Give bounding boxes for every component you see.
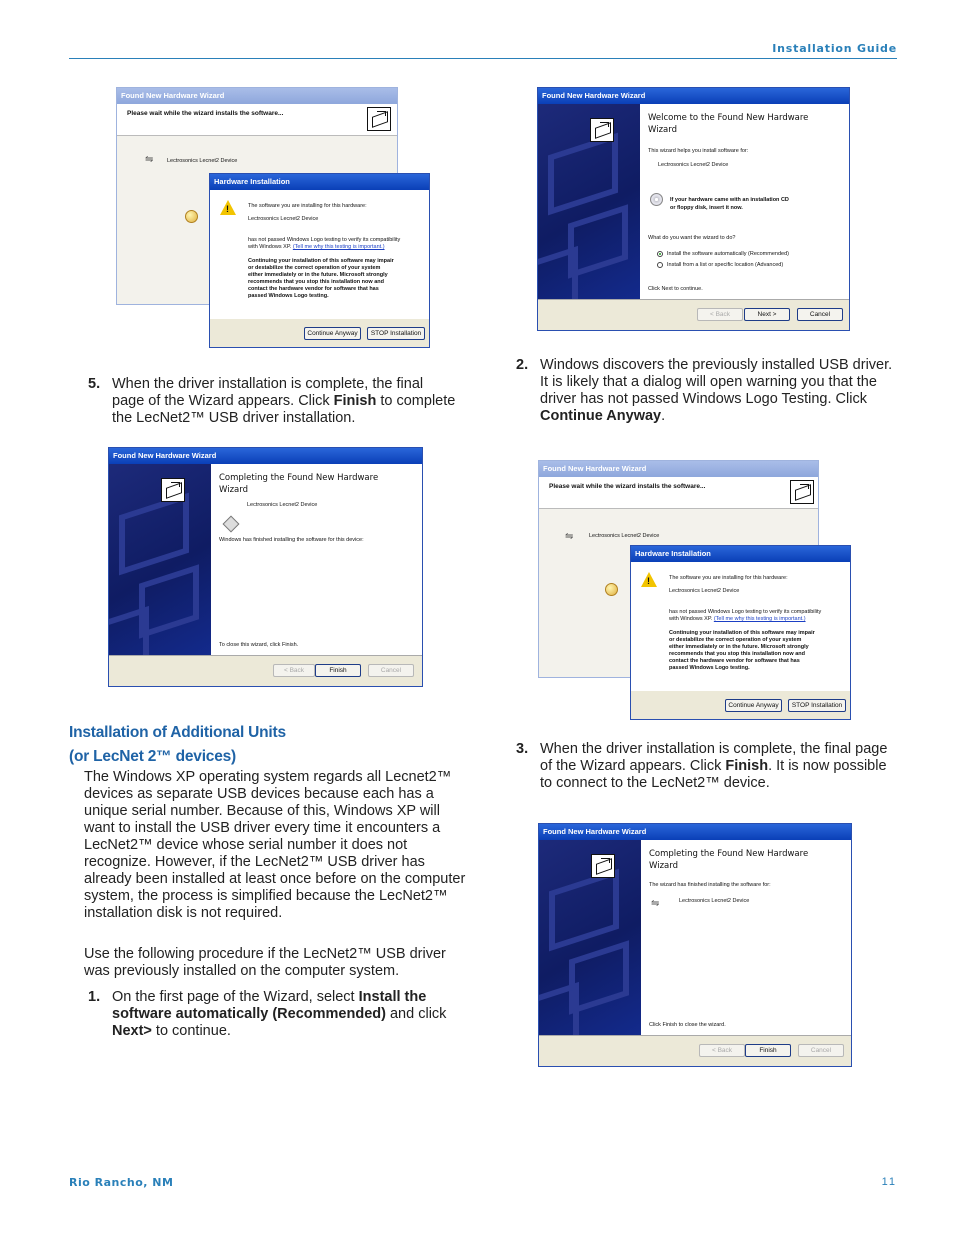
hardware-icon <box>591 854 615 878</box>
cancel-button[interactable]: Cancel <box>797 308 843 321</box>
warning-line: with Windows XP. (Tell me why this testing is important.) <box>669 616 806 622</box>
device-name: Lectrosonics Lecnet2 Device <box>167 158 238 164</box>
screenshot-completing-right <box>538 823 852 1067</box>
warning-line: has not passed Windows Logo testing to verify its compatibility <box>669 609 822 615</box>
header-title: Installation Guide <box>772 42 897 55</box>
question-text: What do you want the wizard to do? <box>648 235 736 241</box>
radio-install-auto[interactable] <box>657 251 663 257</box>
step-2-text: Windows discovers the previously installed USB driver. It is likely that a dialog will open warning you that the driver has not passed Windows Logo Testing. Click Continue Anyway. <box>540 357 893 424</box>
warning-bold-line: passed Windows Logo testing. <box>248 293 329 299</box>
warning-bold-line: Continuing your installation of this software may impair <box>248 258 394 264</box>
step-1-text: On the first page of the Wizard, select Install the software automatically (Recommended) and click Next> to continue. <box>112 989 447 1039</box>
warning-line: has not passed Windows Logo testing to verify its compatibility <box>248 237 401 243</box>
dialog-titlebar: Found New Hardware Wizard <box>539 824 851 840</box>
device-name: Lectrosonics Lecnet2 Device <box>658 162 729 168</box>
option-auto-label: Install the software automatically (Recommended) <box>667 251 789 257</box>
dialog-titlebar: Hardware Installation <box>631 546 850 562</box>
dialog-titlebar: Found New Hardware Wizard <box>539 461 818 477</box>
footer-location: Rio Rancho, NM <box>69 1176 174 1189</box>
dialog-titlebar: Found New Hardware Wizard <box>117 88 397 104</box>
device-name: Lectrosonics Lecnet2 Device <box>247 502 318 508</box>
warning-bold-line: recommends that you stop this installation now and <box>669 651 805 657</box>
cd-icon <box>650 193 663 206</box>
section-title: Installation of Additional Units <box>69 724 286 741</box>
step-number: 1. <box>88 989 101 1005</box>
paragraph-procedure: Use the following procedure if the LecNet2™ USB driver was previously installed on the computer system. <box>84 946 446 979</box>
hardware-icon <box>590 118 614 142</box>
warning-bold-line: contact the hardware vendor for software that has <box>248 286 379 292</box>
continue-anyway-button[interactable]: Continue Anyway <box>725 699 782 712</box>
wizard-side-art <box>539 840 641 1035</box>
wizard-side-art <box>538 104 640 299</box>
page-number: 11 <box>881 1176 897 1188</box>
step-5-text: When the driver installation is complete, the final page of the Wizard appears. Click Finish to complete the LecNet2™ USB driver installation. <box>112 376 456 426</box>
tell-me-why-link[interactable]: (Tell me why this testing is important.) <box>713 616 806 622</box>
tell-me-why-link[interactable]: (Tell me why this testing is important.) <box>292 244 385 250</box>
warning-bold-line: either immediately or in the future. Microsoft strongly <box>669 644 809 650</box>
finish-button[interactable]: Finish <box>315 664 361 677</box>
cd-prompt: or floppy disk, insert it now. <box>670 205 743 211</box>
wizard-icon <box>185 210 198 223</box>
click-next-text: Click Next to continue. <box>648 286 703 292</box>
helps-text: This wizard helps you install software for: <box>648 148 749 154</box>
usb-icon: ⇋ <box>565 531 574 542</box>
back-button[interactable]: < Back <box>273 664 315 677</box>
back-button[interactable]: < Back <box>699 1044 745 1057</box>
warning-bold-line: passed Windows Logo testing. <box>669 665 750 671</box>
wizard-heading: Welcome to the Found New Hardware Wizard <box>648 113 809 135</box>
device-name: Lectrosonics Lecnet2 Device <box>669 588 740 594</box>
stop-installation-button[interactable]: STOP Installation <box>367 327 425 340</box>
radio-install-list[interactable] <box>657 262 663 268</box>
warning-line: The software you are installing for this hardware: <box>248 203 367 209</box>
warning-line: with Windows XP. (Tell me why this testing is important.) <box>248 244 385 250</box>
stop-installation-button[interactable]: STOP Installation <box>788 699 846 712</box>
wizard-heading: Completing the Found New Hardware Wizard <box>219 473 379 495</box>
dialog-titlebar: Hardware Installation <box>210 174 429 190</box>
dialog-titlebar: Found New Hardware Wizard <box>109 448 422 464</box>
close-message: Click Finish to close the wizard. <box>649 1022 726 1028</box>
warning-bold-line: either immediately or in the future. Microsoft strongly <box>248 272 388 278</box>
please-wait-text: Please wait while the wizard installs the software... <box>127 110 284 117</box>
screenshot-completing-left <box>108 447 423 687</box>
warning-line: The software you are installing for this hardware: <box>669 575 788 581</box>
warning-bold-line: contact the hardware vendor for software that has <box>669 658 800 664</box>
finished-message: The wizard has finished installing the software for: <box>649 882 771 888</box>
warning-bold-line: or destabilize the correct operation of your system <box>248 265 381 271</box>
warning-bold-line: or destabilize the correct operation of your system <box>669 637 802 643</box>
cancel-button[interactable]: Cancel <box>368 664 414 677</box>
step-3-text: When the driver installation is complete, the final page of the Wizard appears. Click Finish. It is now possible to connect to the LecNet2™ device. <box>540 741 888 791</box>
paragraph-intro: The Windows XP operating system regards all Lecnet2™ devices as separate USB devices because each has a unique serial number. Because of this, Windows XP will want to install the USB driver every time it encounters a LecNet2™ device whose serial number it does not recognize. However, if the LecNet2™ USB driver has already been installed at least once before on the computer system, the process is simplified because the LecNet2™ installation disk is not required. <box>84 769 466 921</box>
close-message: To close this wizard, click Finish. <box>219 642 299 648</box>
step-number: 3. <box>516 741 529 757</box>
step-number: 2. <box>516 357 529 373</box>
warning-bold-line: recommends that you stop this installation now and <box>248 279 384 285</box>
continue-anyway-button[interactable]: Continue Anyway <box>304 327 361 340</box>
wizard-side-art <box>109 464 211 655</box>
cd-prompt: If your hardware came with an installation CD <box>670 197 789 203</box>
dialog-titlebar: Found New Hardware Wizard <box>538 88 849 104</box>
step-number: 5. <box>88 376 101 392</box>
please-wait-text: Please wait while the wizard installs the software... <box>549 483 706 490</box>
header-rule <box>69 58 897 59</box>
wizard-icon <box>605 583 618 596</box>
hardware-icon <box>367 107 391 131</box>
device-name: Lectrosonics Lecnet2 Device <box>679 898 750 904</box>
finish-button[interactable]: Finish <box>745 1044 791 1057</box>
hardware-installation-dialog: Hardware Installation ! The software you are installing for this hardware: Lectrosonics Lecnet2 Device has not passed Windows Logo testing to verify its compatibility with Windows XP. (Tell me why this testing is important.) Continuing your installation of this software may impair or destabilize the correct operation of your system either immediately or in the future. Microsoft strongly recommends that you stop this installation now and contact the hardware vendor for software that has passed Windows Logo testing. Continue Anyway STOP Installation <box>209 173 430 348</box>
cancel-button[interactable]: Cancel <box>798 1044 844 1057</box>
section-subtitle: (or LecNet 2™ devices) <box>69 748 237 765</box>
device-name: Lectrosonics Lecnet2 Device <box>248 216 319 222</box>
usb-icon: ⇋ <box>145 154 154 165</box>
hardware-icon <box>161 478 185 502</box>
usb-icon: ⇋ <box>651 898 660 909</box>
device-icon <box>223 516 240 533</box>
next-button[interactable]: Next > <box>744 308 790 321</box>
finished-message: Windows has finished installing the software for this device: <box>219 537 364 543</box>
warning-bold-line: Continuing your installation of this software may impair <box>669 630 815 636</box>
device-name: Lectrosonics Lecnet2 Device <box>589 533 660 539</box>
hardware-installation-dialog: Hardware Installation ! The software you are installing for this hardware: Lectrosonics Lecnet2 Device has not passed Windows Logo testing to verify its compatibility with Windows XP. (Tell me why this testing is important.) Continuing your installation of this software may impair or destabilize the correct operation of your system either immediately or in the future. Microsoft strongly recommends that you stop this installation now and contact the hardware vendor for software that has passed Windows Logo testing. Continue Anyway STOP Installation <box>630 545 851 720</box>
screenshot-welcome-right <box>537 87 850 331</box>
wizard-heading: Completing the Found New Hardware Wizard <box>649 849 809 871</box>
hardware-icon <box>790 480 814 504</box>
option-list-label: Install from a list or specific location (Advanced) <box>667 262 784 268</box>
back-button[interactable]: < Back <box>697 308 743 321</box>
